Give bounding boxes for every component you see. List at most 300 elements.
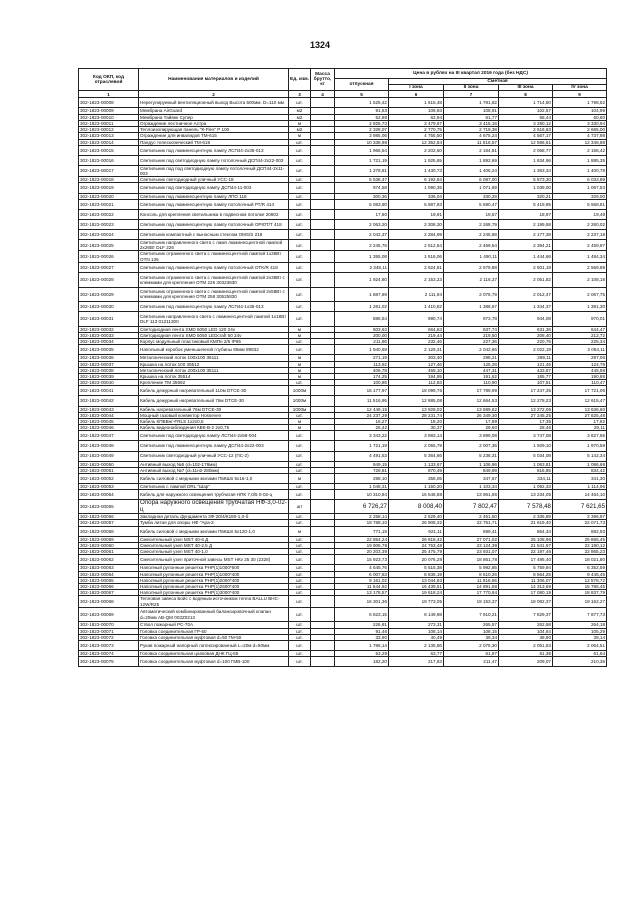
row-price-zone1: 106,93 [389,108,444,114]
row-price-zone2: 13 961,66 [444,490,499,500]
table-row [79,145,607,155]
row-code: 302-1823-00023 [79,219,139,229]
table-row [79,431,607,441]
row-mass [311,345,335,355]
row-price-zone3: 21 541,97 [499,542,553,548]
row-name: Светильник под под светодиодную лампу потолочный ДСП44-2х11-003 [139,165,289,176]
row-price-release: 1 721,19 [335,155,389,165]
row-code: 302-1823-00038 [79,367,139,373]
row-price-zone2: 6 087,00 [444,177,499,183]
row-code: 302-1823-00027 [79,262,139,272]
row-price-release: 1 966,54 [335,145,389,155]
row-mass [311,272,335,287]
row-unit: м [289,526,311,536]
row-price-zone4: 105,29 [553,628,607,634]
row-price-zone1: 1 150,20 [389,484,444,490]
row-mass [311,287,335,302]
row-unit: шт. [289,549,311,555]
row-price-zone1: 870,49 [389,467,444,473]
row-price-release: 182,20 [335,657,389,667]
row-name: Светильник под люминесцентную лампу ДСП44-2х22-003 [139,441,289,451]
row-price-release: 271,19 [335,355,389,361]
column-index: 6 [389,91,444,98]
row-price-zone4: 1 970,58 [553,441,607,451]
row-name: Наполный рулонные решетка PHP(1)1000*600 [139,565,289,571]
row-price-release: 226,81 [335,622,389,628]
row-price-zone1: 16 439,51 [389,583,444,589]
row-price-zone4: 2 260,02 [553,219,607,229]
row-code: 302-1823-00032 [79,326,139,332]
row-mass [311,251,335,262]
row-price-zone1: 2 135,86 [389,640,444,650]
row-price-zone3: 2 335,89 [499,514,553,520]
row-price-zone4: 27 625,48 [553,412,607,418]
row-price-zone2: 3 899,08 [444,431,499,441]
row-code: 302-1823-00060 [79,542,139,548]
row-unit: шт. [289,380,311,386]
row-price-release: 15 177,97 [335,386,389,396]
row-price-zone2: 7 802,47 [444,500,499,514]
row-code: 302-1823-00016 [79,155,139,165]
row-price-zone3: 5 873,30 [499,177,553,183]
row-unit: шт. [289,183,311,193]
row-price-zone2: 1 892,69 [444,155,499,165]
row-name: Наполный рулонные решетка PHP(1)2500*400 [139,583,289,589]
table-row [79,312,607,327]
row-price-release: 1 786,14 [335,640,389,650]
row-price-zone3: 13 234,05 [499,490,553,500]
row-name: Кабель видеонаблюдения КВК-В-2 2х0,75 [139,425,289,431]
row-price-zone4: 61,64 [553,650,607,656]
row-unit: шт. [289,139,311,145]
row-code: 302-1823-00044 [79,412,139,418]
row-unit: шт. [289,628,311,634]
row-price-zone4: 19,49 [553,209,607,219]
row-name: Ствол пожарный РС-70А [139,622,289,628]
row-unit: шт. [289,555,311,565]
row-name: Автоматический комбинированный балансировочный клапан d=20мм AB-QM 003Z0213 [139,607,289,622]
row-name: Крышка на лоток 35514 [139,373,289,379]
row-unit: шт. [289,467,311,473]
row-price-zone3: 1 344,37 [499,302,553,312]
row-price-zone2: 108,15 [444,628,499,634]
row-unit: м [289,361,311,367]
row-name: Светильник под люминесцентную лампу ЛСП44-1х36-013 [139,302,289,312]
row-code: 302-1823-00069 [79,607,139,622]
row-price-zone4: 1 067,53 [553,183,607,193]
row-price-zone3: 3 747,08 [499,431,553,441]
row-price-release: 728,81 [335,467,389,473]
row-price-zone1: 219,44 [389,332,444,338]
row-price-zone2: 1 386,67 [444,302,499,312]
row-price-release: 91,46 [335,628,389,634]
table-row [79,526,607,536]
row-price-zone4: 3 330,94 [553,120,607,126]
row-unit: шт. [289,583,311,589]
row-price-zone2: 298,21 [444,355,499,361]
row-price-zone4: 297,06 [553,355,607,361]
row-unit: шт. [289,312,311,327]
row-price-zone4: 341,30 [553,473,607,483]
header-unit: Ед. изм. [289,69,311,91]
row-price-zone4: 1 086,68 [553,461,607,467]
row-price-zone4: 9 445,45 [553,571,607,577]
row-unit: шт. [289,251,311,262]
row-price-zone3: 21 619,40 [499,520,553,526]
row-price-zone1: 12 352,84 [389,139,444,145]
row-price-release: 3 985,06 [335,133,389,139]
row-name: Металлический лоток 100х100 35111 [139,355,289,361]
row-price-zone4: 2 067,75 [553,287,607,302]
column-index: 2 [139,91,289,98]
row-price-zone1: 2 129,31 [389,345,444,355]
row-code: 302-1823-00009 [79,108,139,114]
row-price-zone2: 1 103,34 [444,484,499,490]
row-price-release: 91,53 [335,108,389,114]
row-name: Мембрана AirGuard [139,108,289,114]
row-name: Головка соединительная ГР-50 [139,628,289,634]
row-price-zone3: 25 108,96 [499,536,553,542]
row-price-zone4: 124,79 [553,361,607,367]
row-code: 302-1823-00054 [79,490,139,500]
row-price-release: 2 063,20 [335,219,389,229]
row-price-release: 2 258,14 [335,514,389,520]
row-price-zone1: 921,11 [389,526,444,536]
row-price-zone4: 39,14 [553,634,607,640]
column-index: 3 [289,91,311,98]
row-price-zone2: 17,89 [444,418,499,424]
row-price-zone1: 194,95 [389,373,444,379]
row-price-release: 1 355,08 [335,251,389,262]
row-code: 302-1823-00072 [79,634,139,640]
row-price-release: 33,90 [335,634,389,640]
row-unit: шт. [289,199,311,209]
row-price-zone1: 2 512,54 [389,240,444,251]
row-price-zone1: 2 153,23 [389,272,444,287]
row-code: 302-1823-00034 [79,339,139,345]
row-unit: шт. [289,461,311,467]
row-name: Кабель дежурный нагревательный 76м DTCE-30 [139,396,289,406]
row-name: Антивный выход №5 (d=102-178мм) [139,461,289,467]
row-price-zone2: 17 770,94 [444,590,499,596]
row-unit: шт. [289,484,311,490]
row-unit: шт. [289,431,311,441]
row-mass [311,209,335,219]
row-unit: м2 [289,108,311,114]
row-code: 302-1823-00047 [79,431,139,441]
row-mass [311,312,335,327]
row-price-zone4: 1 484,34 [553,251,607,262]
row-price-zone2: 23 931,07 [444,549,499,555]
row-mass [311,526,335,536]
row-price-zone1: 18,20 [389,418,444,424]
row-price-zone3: 17 495,40 [499,555,553,565]
row-price-release: 211,86 [335,339,389,345]
row-mass [311,262,335,272]
row-code: 302-1823-00062 [79,555,139,565]
row-price-zone1: 1 516,06 [389,251,444,262]
row-price-zone2: 19,57 [444,209,499,219]
row-code: 302-1823-00041 [79,386,139,396]
row-price-zone3: 12 278,23 [499,396,553,406]
column-index: 4 [311,91,335,98]
row-name: Светильник отраженного света с люминесцентной лампой 2х36Вт с клеммами для крепления OTM 226 30323630 [139,272,289,287]
row-price-zone4: 210,36 [553,657,607,667]
row-unit: шт. [289,287,311,302]
row-price-zone3: 5 759,94 [499,565,553,571]
row-price-zone4: 264,18 [553,622,607,628]
row-name: Головка соединительная муфтовая d=100 ГМВ-100 [139,657,289,667]
row-price-zone3: 864,34 [499,526,553,536]
row-price-release: 1 278,81 [335,165,389,176]
row-price-zone1: 63,77 [389,650,444,656]
row-price-zone3: 1 444,66 [499,251,553,262]
table-row [79,199,607,209]
row-name: Мембрана Тайвек Супер [139,114,289,120]
row-price-zone4: 12 348,88 [553,139,607,145]
row-price-zone3: 13 272,06 [499,406,553,412]
row-unit: шт. [289,155,311,165]
row-code: 302-1823-00031 [79,312,139,327]
row-unit: шт. [289,262,311,272]
row-name: Кабель нагревательный 76м DTCE-30 [139,406,289,412]
table-row [79,345,607,355]
row-price-zone2: 1 406,24 [444,165,499,176]
row-price-zone2: 1 781,82 [444,98,499,108]
row-price-zone4: 29,11 [553,425,607,431]
table-row [79,165,607,176]
row-price-zone3: 8 564,25 [499,571,553,577]
row-price-zone1: 24 753,48 [389,542,444,548]
row-mass [311,165,335,176]
row-code: 302-1823-00070 [79,622,139,628]
row-price-zone4: 212,72 [553,332,607,338]
row-price-zone3: 2 068,77 [499,145,553,155]
row-price-zone1: 16 546,88 [389,490,444,500]
row-code: 302-1823-00017 [79,165,139,176]
row-price-zone3: 262,58 [499,622,553,628]
row-price-release: 19 906,78 [335,542,389,548]
row-unit: м [289,355,311,361]
row-price-zone1: 28 231,74 [389,412,444,418]
row-price-zone1: 19,91 [389,209,444,219]
row-price-zone2: 61,97 [444,650,499,656]
row-price-release: 5 538,47 [335,177,389,183]
row-name: Консоль для крепления светильника в подвесном потолке 20802 [139,209,289,219]
row-price-zone1: 455,10 [389,367,444,373]
header-zone1: I зона [389,85,444,91]
row-name: Светодиодная лента SMD 5050 LED 120 24v [139,326,289,332]
table-row [79,490,607,500]
table-row [79,219,607,229]
row-name: Опора наружного освещения трубчатая НФ-3,0-02-ц [140,499,287,513]
row-unit: м [289,120,311,126]
row-price-zone1: 19 618,24 [389,590,444,596]
row-code: 302-1823-00035 [79,345,139,355]
row-price-zone2: 19 153,37 [444,596,499,607]
row-price-zone4: 2 569,89 [553,262,607,272]
row-code: 302-1823-00026 [79,251,139,262]
row-mass [311,199,335,209]
row-price-zone3: 7 578,48 [499,500,553,514]
row-price-zone2: 27 071,02 [444,536,499,542]
row-price-zone3: 631,36 [499,326,553,332]
row-price-release: 603,63 [335,326,389,332]
row-price-zone3: 2 022,19 [499,345,553,355]
row-price-zone4: 6 033,89 [553,177,607,183]
row-name: Светильник компактный с выносным стеклом OMS/S 218 [139,229,289,239]
row-unit: м [289,473,311,483]
row-price-zone1: 20 076,28 [389,555,444,565]
row-price-release: 4 491,53 [335,451,389,461]
row-price-zone3: 5 034,08 [499,451,553,461]
row-price-zone4: 25 865,45 [553,536,607,542]
row-unit: шт. [289,490,311,500]
row-price-zone4: 2 665,00 [553,127,607,133]
table-row [79,555,607,565]
row-price-zone4: 1 400,78 [553,165,607,176]
row-name: Антивный выход №7 (d=11н2-280мм) [139,467,289,473]
row-price-zone4: 60,60 [553,114,607,120]
row-price-zone3: 1 039,00 [499,183,553,193]
row-name: Головка соединительная муфтовая d=50 ГМ-50 [139,634,289,640]
row-price-zone2: 849,99 [444,467,499,473]
row-price-zone2: 330,29 [444,193,499,199]
row-code: 302-1823-00008 [79,98,139,108]
row-price-zone1: 1 410,82 [389,302,444,312]
row-unit: шт. [289,634,311,640]
row-name: Головка соединительная цапковая ДНК ГЦ-65 [139,650,289,656]
column-index-row [79,91,607,98]
row-name: Светильник под люминесцентную лампу ЛСП44-2х36-013 [139,145,289,155]
row-price-zone4: 14 464,10 [553,490,607,500]
header-zone4: IV зона [553,85,607,91]
row-name: Металлический лоток 200х100 35111 [139,367,289,373]
row-name: Мощный газовый конвектор Hosseven [139,412,289,418]
row-price-zone4: 104,99 [553,108,607,114]
row-mass [311,473,335,483]
row-price-zone3: 38,90 [499,634,553,640]
row-code: 302-1823-00021 [79,199,139,209]
row-price-zone4: 2 156,42 [553,145,607,155]
row-code: 302-1823-00067 [79,590,139,596]
row-price-release: 1 261,02 [335,302,389,312]
table-row [79,441,607,451]
row-unit: 1000м [289,406,311,412]
table-header [79,69,607,98]
row-name: Тепловая завеса Бойс с водяным источником тепла BALLU BHC-12W/R25 [139,596,289,607]
row-name: Пандус телескопический TM-618 [139,139,289,145]
row-price-zone3: 2 177,38 [499,229,553,239]
table-row [79,209,607,219]
row-price-zone2: 973,78 [444,312,499,327]
row-price-zone2: 1 106,96 [444,461,499,467]
row-price-zone2: 7 910,21 [444,607,499,622]
table-row [79,155,607,165]
row-code: 302-1823-00066 [79,583,139,589]
row-price-zone1: 217,63 [389,657,444,667]
row-price-zone1: 2 111,94 [389,287,444,302]
row-price-zone2: 2 116,37 [444,272,499,287]
row-price-zone4: 2 396,97 [553,514,607,520]
row-price-zone4: 1 114,96 [553,484,607,490]
row-price-zone4: 644,47 [553,326,607,332]
row-price-release: 53,29 [335,650,389,656]
row-price-release: 1 048,31 [335,484,389,490]
row-code: 302-1823-00018 [79,177,139,183]
row-price-zone1: 25 475,79 [389,549,444,555]
row-price-zone1: 5 687,83 [389,199,444,209]
row-price-zone2: 5 590,47 [444,199,499,209]
row-price-zone3: 11 306,07 [499,577,553,583]
row-price-zone2: 211,47 [444,657,499,667]
row-price-zone4: 3 827,65 [553,431,607,441]
row-price-zone3: 17 247,35 [499,386,553,396]
row-price-zone1: 273,31 [389,622,444,628]
row-code: 302-1823-00074 [79,650,139,656]
row-unit: шт. [289,577,311,583]
row-name: Светильник под люминесцентную лампу потолочный ОРЮТ/Т 418 [139,219,289,229]
row-price-zone3: 1 092,33 [499,484,553,490]
row-code: 302-1823-00045 [79,418,139,424]
row-price-zone3: 3 280,12 [499,120,553,126]
row-name: Светильник под люминесцентную лампу потолочный OTK/R 418 [139,262,289,272]
row-price-zone1: 62,94 [389,114,444,120]
row-price-release: 52,88 [335,114,389,120]
row-price-zone4: 2 108,18 [553,272,607,287]
row-name: Светодиодная лента SMD 5050 LEDcraft 60 24v [139,332,289,338]
row-price-release: 12 449,15 [335,406,389,412]
row-price-zone3: 17,35 [499,418,553,424]
row-code: 302-1823-00075 [79,657,139,667]
row-price-zone2: 17 789,99 [444,386,499,396]
row-price-zone1: 356,05 [389,473,444,483]
row-unit: 1000м [289,386,311,396]
row-price-zone1: 127,46 [389,361,444,367]
row-unit: м2 [289,114,311,120]
row-price-release: 2 348,11 [335,262,389,272]
row-code: 302-1823-00068 [79,596,139,607]
row-price-zone3: 2 394,21 [499,240,553,251]
row-code: 302-1823-00039 [79,373,139,379]
row-price-zone2: 2 268,79 [444,219,499,229]
row-unit: шт. [289,542,311,548]
row-price-zone3: 209,07 [499,657,553,667]
row-mass [311,386,335,396]
header-estimate: Сметная [389,79,607,85]
row-price-zone2: 191,62 [444,373,499,379]
row-code: 302-1823-00025 [79,240,139,251]
row-price-release: 100,85 [335,380,389,386]
row-price-zone3: 22 197,46 [499,549,553,555]
row-mass [311,145,335,155]
row-price-zone3: 944,08 [499,312,553,327]
row-price-zone3: 4 567,17 [499,133,553,139]
row-price-zone2: 61,77 [444,114,499,120]
row-price-zone3: 289,11 [499,355,553,361]
header-code: Код ОКП, код отраслевой [79,69,139,91]
row-price-zone3: 1 834,96 [499,155,553,165]
row-unit: шт. [289,657,311,667]
row-unit: шт. [289,98,311,108]
row-mass [311,98,335,108]
row-price-zone1: 18 099,76 [389,386,444,396]
row-price-zone3: 2 199,58 [499,219,553,229]
row-unit: шт. [289,650,311,656]
row-price-zone1: 40,49 [389,634,444,640]
row-mass [311,555,335,565]
row-price-zone3: 18,97 [499,209,553,219]
